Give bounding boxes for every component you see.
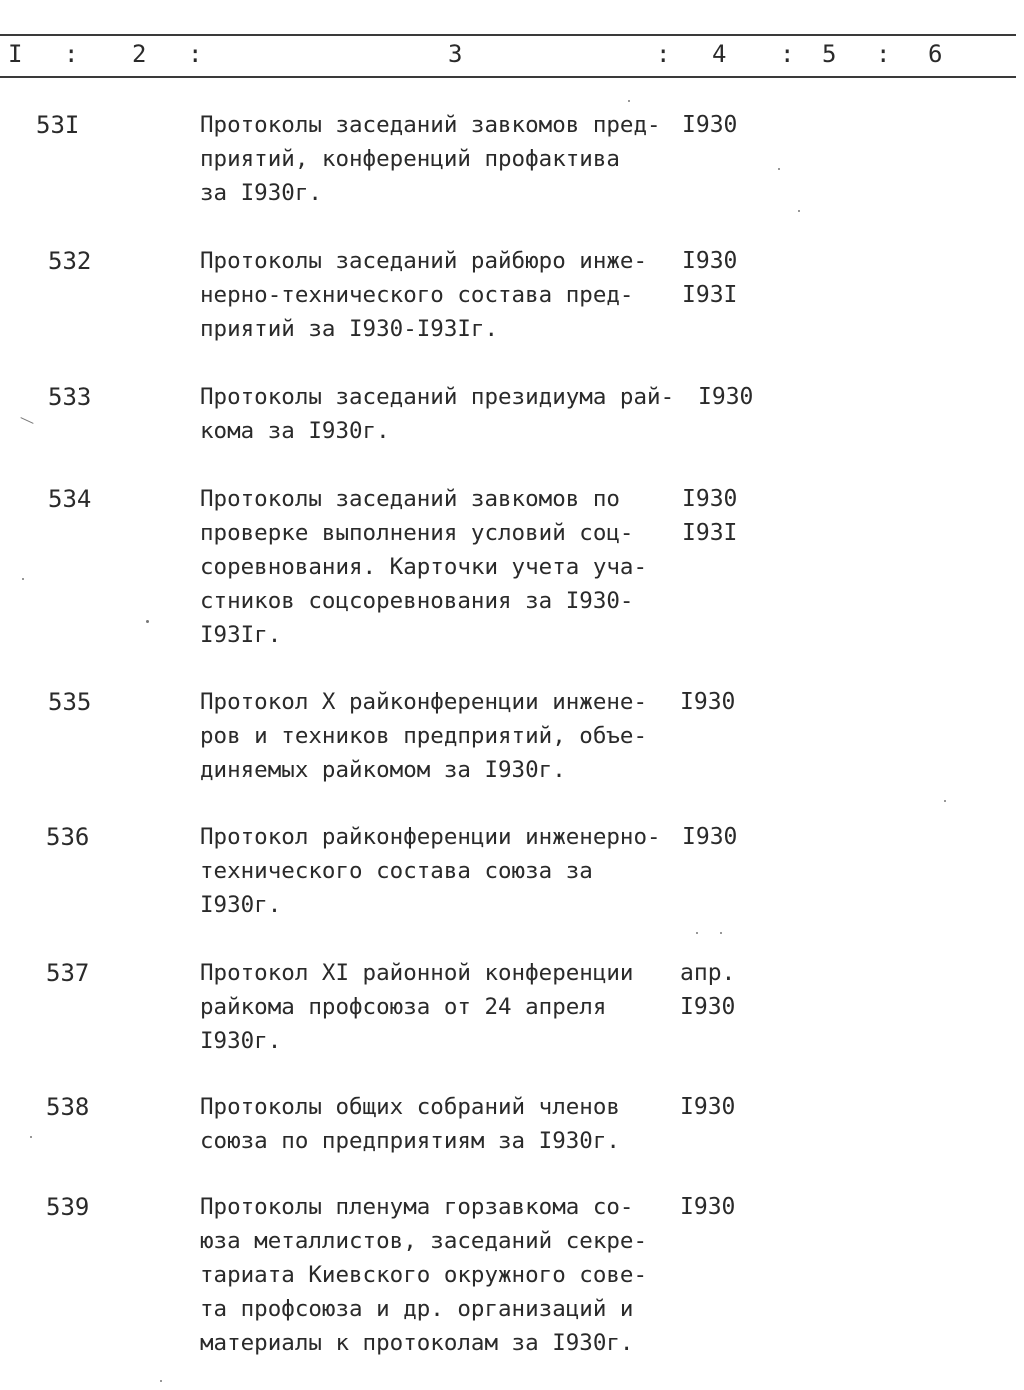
description-line: Протокол райконференции инженерно-: [200, 824, 661, 850]
scan-speck: [628, 100, 630, 102]
description-line: Протоколы заседаний завкомов по: [200, 486, 620, 512]
date-line: I930: [680, 689, 736, 715]
description-line: стников соцсоревнования за I930-: [200, 588, 634, 614]
header-separator: :: [188, 40, 203, 68]
description-line: райкома профсоюза от 24 апреля: [200, 994, 607, 1020]
description-line: технического состава союза за: [200, 858, 593, 884]
header-separator: :: [656, 40, 671, 68]
description-line: I93Iг.: [200, 622, 282, 648]
description-line: Протоколы пленума горзавкома со-: [200, 1194, 634, 1220]
date-line: I930: [680, 994, 736, 1020]
description-line: кома за I930г.: [200, 418, 390, 444]
entry-description: [200, 1190, 680, 1360]
scan-speck: [30, 1136, 32, 1138]
description-line: I930г.: [200, 1028, 282, 1054]
entry-dates: [682, 820, 737, 854]
description-line: материалы к протоколам за I930г.: [200, 1330, 634, 1356]
description-line: Протоколы заседаний завкомов пред-: [200, 112, 661, 138]
entry-description: [200, 244, 680, 346]
entry-description: [200, 685, 680, 787]
entry-number: 532: [48, 247, 92, 275]
date-line: I930: [698, 384, 754, 410]
date-line: I930: [682, 824, 738, 850]
header-col-4: 4: [712, 40, 727, 68]
entry-dates: [680, 956, 735, 1024]
entry-description: [200, 380, 700, 448]
entry-description: [200, 1090, 680, 1158]
description-line: за I930г.: [200, 180, 322, 206]
scan-speck: [160, 1380, 162, 1382]
header-col-6: 6: [928, 40, 943, 68]
entry-dates: [680, 1190, 735, 1224]
description-line: нерно-технического состава пред-: [200, 282, 634, 308]
header-col-2: 2: [132, 40, 147, 68]
header-separator: :: [876, 40, 891, 68]
header-bottom-rule: [0, 76, 1016, 78]
scan-speck: [20, 417, 33, 424]
date-line: I930: [682, 248, 738, 274]
description-line: Протокол XI районной конференции: [200, 960, 634, 986]
entry-description: [200, 820, 700, 922]
scan-speck: [146, 620, 149, 623]
entry-dates: [680, 1090, 735, 1124]
entry-dates: [680, 685, 735, 719]
header-col-3: 3: [448, 40, 463, 68]
header-separator: :: [780, 40, 795, 68]
scan-speck: [696, 932, 698, 934]
scan-speck: [944, 800, 946, 802]
entry-dates: [682, 482, 737, 550]
entry-number: 53I: [36, 111, 80, 139]
header-col-5: 5: [822, 40, 837, 68]
scan-speck: [22, 578, 24, 580]
entry-description: [200, 108, 680, 210]
description-line: Протоколы общих собраний членов: [200, 1094, 620, 1120]
date-line: I930: [682, 486, 738, 512]
date-line: I930: [680, 1094, 736, 1120]
entry-number: 533: [48, 383, 92, 411]
entry-dates: [682, 108, 737, 142]
scan-speck: [720, 932, 722, 934]
entry-dates: [698, 380, 753, 414]
entry-description: [200, 956, 680, 1058]
entry-number: 538: [46, 1093, 90, 1121]
date-line: I93I: [682, 520, 738, 546]
entry-number: 539: [46, 1193, 90, 1221]
date-line: I93I: [682, 282, 738, 308]
header-top-rule: [0, 34, 1016, 36]
date-line: I930: [682, 112, 738, 138]
header-separator: :: [64, 40, 79, 68]
description-line: Протоколы заседаний райбюро инже-: [200, 248, 648, 274]
description-line: приятий, конференций профактива: [200, 146, 620, 172]
description-line: проверке выполнения условий соц-: [200, 520, 634, 546]
entry-number: 535: [48, 688, 92, 716]
description-line: союза по предприятиям за I930г.: [200, 1128, 620, 1154]
entry-dates: [682, 244, 737, 312]
description-line: диняемых райкомом за I930г.: [200, 757, 566, 783]
header-col-1: I: [8, 40, 23, 68]
description-line: Протоколы заседаний президиума рай-: [200, 384, 675, 410]
description-line: тариата Киевского окружного сове-: [200, 1262, 648, 1288]
description-line: ров и техников предприятий, объе-: [200, 723, 648, 749]
date-line: I930: [680, 1194, 736, 1220]
scan-speck: [798, 210, 800, 212]
entry-number: 534: [48, 485, 92, 513]
description-line: Протокол X райконференции инжене-: [200, 689, 648, 715]
entry-number: 537: [46, 959, 90, 987]
scan-speck: [778, 168, 780, 170]
description-line: та профсоюза и др. организаций и: [200, 1296, 634, 1322]
description-line: юза металлистов, заседаний секре-: [200, 1228, 648, 1254]
entry-number: 536: [46, 823, 90, 851]
description-line: I930г.: [200, 892, 282, 918]
description-line: приятий за I930-I93Iг.: [200, 316, 499, 342]
date-line: апр.: [680, 960, 736, 986]
entry-description: [200, 482, 680, 652]
description-line: соревнования. Карточки учета уча-: [200, 554, 648, 580]
